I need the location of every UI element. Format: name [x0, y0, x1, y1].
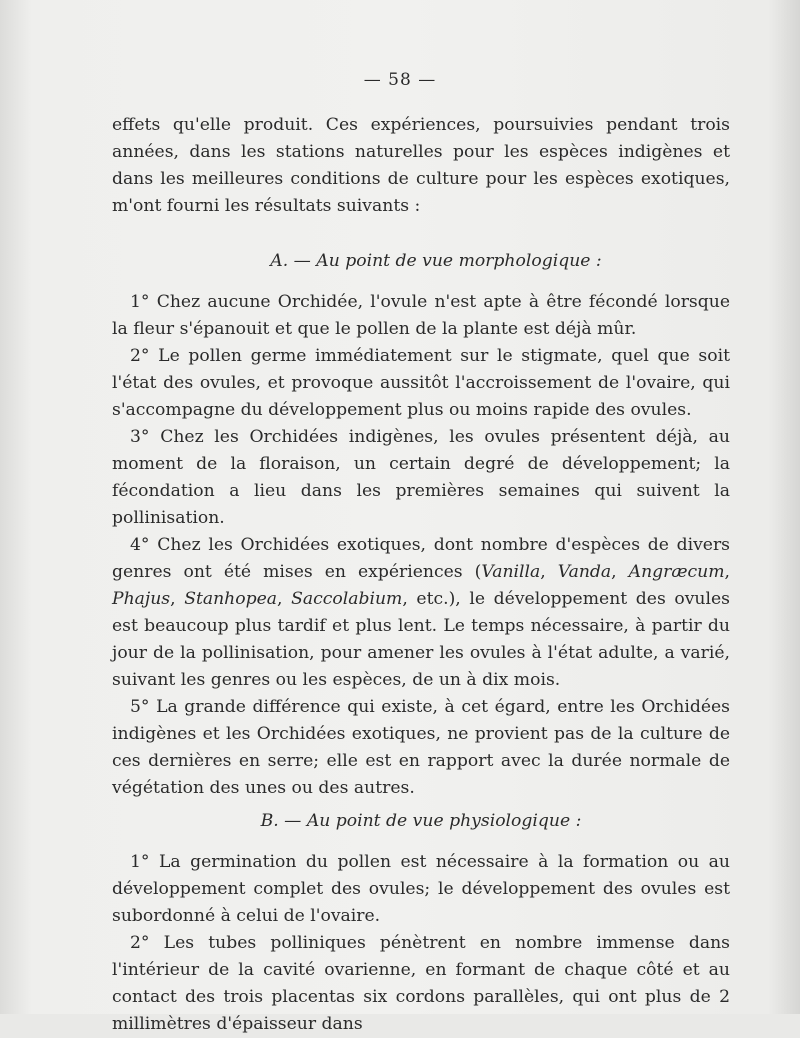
genus-separator: ,: [170, 589, 185, 609]
section-b-heading: B. — Au point de vue physiologique :: [260, 811, 582, 831]
item-4-etc: , etc.: [402, 589, 449, 609]
section-a-item-5: 5° La grande différence qui existe, à cet égard, entre les Orchidées indigènes et les Orchidées exotiques, ne provient pas de la culture de ces dernières en serre; elle est en rapport avec la durée normale de végétation des unes ou des autres.: [112, 697, 730, 798]
section-b-item-1: 1° La germination du pollen est nécessaire à la formation ou au développement complet des ovules; le développement des ovules est subordonné à celui de l'ovaire.: [112, 852, 730, 926]
genus-separator: ,: [277, 589, 292, 609]
section-a-item-3: 3° Chez les Orchidées indigènes, les ovules présentent déjà, au moment de la floraison, un certain degré de développement; la fécondation a lieu dans les premières semaines qui suivent la pollinisation.: [112, 427, 730, 528]
page-number: — 58 —: [363, 70, 437, 90]
page-body: [112, 112, 730, 1038]
genus-vanilla: Vanilla: [481, 562, 541, 582]
item-4-lead: 4° Chez les Orchidées exotiques, dont nombre d'espèces de divers genres ont été mises en expériences (: [112, 535, 730, 582]
genus-vanda: Vanda: [557, 562, 612, 582]
section-a-item-2: 2° Le pollen germe immédiatement sur le stigmate, quel que soit l'état des ovules, et provoque aussitôt l'accroissement de l'ovaire, qui s'accompagne du développement plus ou moins rapide des ovules.: [112, 346, 730, 420]
genus-separator: ,: [611, 562, 629, 582]
section-a-item-1: 1° Chez aucune Orchidée, l'ovule n'est apte à être fécondé lorsque la fleur s'épanouit et que le pollen de la plante est déjà mûr.: [112, 292, 730, 339]
section-a-item-4: [112, 532, 730, 694]
genus-angraecum: Angræcum: [628, 562, 725, 582]
intro-paragraph: effets qu'elle produit. Ces expériences, poursuivies pendant trois années, dans les stations naturelles pour les espèces indigènes et dans les meilleures conditions de culture pour les espèces exotiques, m'ont fourni les résultats suivants :: [112, 115, 730, 216]
section-b-item-2: 2° Les tubes polliniques pénètrent en nombre immense dans l'intérieur de la cavité ovarienne, en formant de chaque côté et au contact des trois placentas six cordons parallèles, qui ont plus de 2 millimètres d'épaisseur dans: [112, 933, 730, 1034]
genus-stanhopea: Stanhopea: [184, 589, 278, 609]
item-4-tail: ), le développement des ovules est beaucoup plus tardif et plus lent. Le temps nécessaire, à partir du jour de la pollinisation, pour amener les ovules à l'état adulte, a varié, suivant les genres ou les espèces, de un à dix mois.: [112, 589, 730, 690]
genus-separator: ,: [540, 562, 558, 582]
genus-separator: ,: [724, 562, 730, 582]
section-a-heading: A. — Au point de vue morphologique :: [270, 251, 602, 271]
genus-phajus: Phajus: [112, 589, 171, 609]
genus-saccolabium: Saccolabium: [291, 589, 403, 609]
